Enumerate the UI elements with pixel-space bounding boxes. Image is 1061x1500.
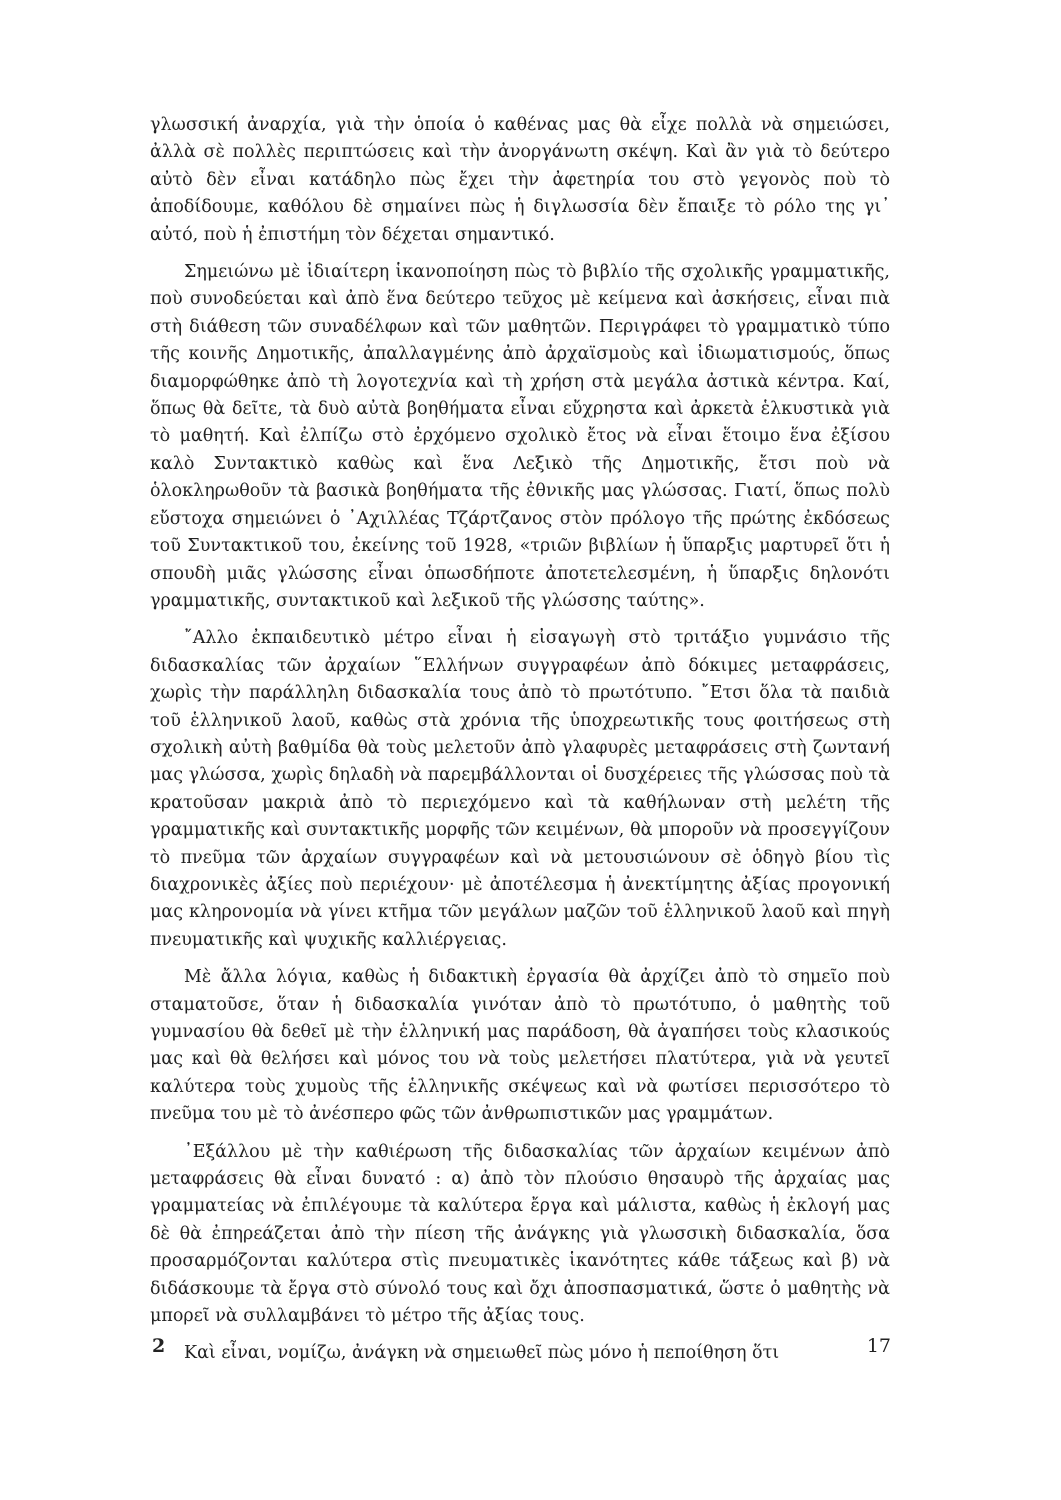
paragraph-1: γλωσσική ἀναρχία, γιὰ τὴν ὁποία ὁ καθένας μας θὰ εἶχε πολλὰ νὰ σημειώσει, ἀλλὰ σὲ πολλὲς περιπτώσεις καὶ τὴν ἀνοργάνωτη σκέψη. Καὶ ἂν γιὰ τὸ δεύτερο αὐτὸ δὲν εἶναι κατάδηλο πὼς ἔχει τὴν ἀφετηρία του στὸ γεγονὸς ποὺ τὸ ἀποδίδουμε, καθόλου δὲ σημαίνει πὼς ἡ διγλωσσία δὲν ἔπαιξε τὸ ρόλο της γι᾽ αὐτό, ποὺ ἡ ἐπιστήμη τὸν δέχεται σημαντικό. xyxy=(150,115,890,245)
paragraph-3: ῎Αλλο ἐκπαιδευτικὸ μέτρο εἶναι ἡ εἰσαγωγὴ στὸ τριτάξιο γυμνάσιο τῆς διδασκαλίας τῶν ἀρχαίων ῞Ελλήνων συγγραφέων ἀπὸ δόκιμες μεταφράσεις, χωρὶς τὴν παράλληλη διδασκαλία τους ἀπὸ τὸ πρωτότυπο. ῎Ετσι ὅλα τὰ παιδιὰ τοῦ ἑλληνικοῦ λαοῦ, καθὼς στὰ χρόνια τῆς ὑποχρεωτικῆς τους φοιτήσεως στὴ σχολικὴ αὐτὴ βαθμίδα θὰ τοὺς μελετοῦν ἀπὸ γλαφυρὲς μεταφράσεις στὴ ζωντανή μας γλώσσα, χωρὶς δηλαδὴ νὰ παρεμβάλλονται οἱ δυσχέρειες τῆς γλώσσας ποὺ τὰ κρατοῦσαν μακριὰ ἀπὸ τὸ περιεχόμενο καὶ τὰ καθήλωναν στὴ μελέτη τῆς γραμματικῆς καὶ συντακτικῆς μορφῆς τῶν κειμένων, θὰ μποροῦν νὰ προσεγγίζουν τὸ πνεῦμα τῶν ἀρχαίων συγγραφέων καὶ νὰ μετουσιώνουν σὲ ὁδηγὸ βίου τὶς διαχρονικὲς ἀξίες ποὺ περιέχουν· μὲ ἀποτέλεσμα ἡ ἀνεκτίμητης ἀξίας προγονική μας κληρονομία νὰ γίνει κτῆμα τῶν μεγάλων μαζῶν τοῦ ἑλληνικοῦ λαοῦ καὶ πηγὴ πνευματικῆς καὶ ψυχικῆς καλλιέργειας. xyxy=(150,628,890,950)
paragraph-2: Σημειώνω μὲ ἰδιαίτερη ἱκανοποίηση πὼς τὸ βιβλίο τῆς σχολικῆς γραμματικῆς, ποὺ συνοδεύεται καὶ ἀπὸ ἕνα δεύτερο τεῦχος μὲ κείμενα καὶ ἀσκήσεις, εἶναι πιὰ στὴ διάθεση τῶν συναδέλφων καὶ τῶν μαθητῶν. Περιγράφει τὸ γραμματικὸ τύπο τῆς κοινῆς Δημοτικῆς, ἀπαλλαγμένης ἀπὸ ἀρχαϊσμοὺς καὶ ἰδιωματισμούς, ὅπως διαμορφώθηκε ἀπὸ τὴ λογοτεχνία καὶ τὴ χρήση στὰ μεγάλα ἀστικὰ κέντρα. Καί, ὅπως θὰ δεῖτε, τὰ δυὸ αὐτὰ βοηθήματα εἶναι εὔχρηστα καὶ ἀρκετὰ ἑλκυστικὰ γιὰ τὸ μαθητή. Καὶ ἐλπίζω στὸ ἐρχόμενο σχολικὸ ἔτος νὰ εἶναι ἕτοιμο ἕνα ἐξίσου καλὸ Συντακτικὸ καθὼς καὶ ἕνα Λεξικὸ τῆς Δημοτικῆς, ἔτσι ποὺ νὰ ὁλοκληρωθοῦν τὰ βασικὰ βοηθήματα τῆς ἐθνικῆς μας γλώσσας. Γιατί, ὅπως πολὺ εὔστοχα σημειώνει ὁ ᾽Αχιλλέας Τζάρτζανος στὸν πρόλογο τῆς πρώτης ἐκδόσεως τοῦ Συντακτικοῦ του, ἐκείνης τοῦ 1928, «τριῶν βιβλίων ἡ ὕπαρξις μαρτυρεῖ ὅτι ἡ σπουδὴ μιᾶς γλώσσης εἶναι ὁπωσδήποτε ἀποτετελεσμένη, ἡ ὕπαρξις δηλονότι γραμματικῆς, συντακτικοῦ καὶ λεξικοῦ τῆς γλώσσης ταύτης». xyxy=(150,262,890,611)
paragraph-4: Μὲ ἄλλα λόγια, καθὼς ἡ διδακτικὴ ἐργασία θὰ ἀρχίζει ἀπὸ τὸ σημεῖο ποὺ σταματοῦσε, ὅταν ἡ διδασκαλία γινόταν ἀπὸ τὸ πρωτότυπο, ὁ μαθητὴς τοῦ γυμνασίου θὰ δεθεῖ μὲ τὴν ἑλληνική μας παράδοση, θὰ ἀγαπήσει τοὺς κλασικούς μας καὶ θὰ θελήσει καὶ μόνος του νὰ τοὺς μελετήσει πλατύτερα, γιὰ νὰ γευτεῖ καλύτερα τοὺς χυμοὺς τῆς ἑλληνικῆς σκέψεως καὶ νὰ φωτίσει περισσότερο τὸ πνεῦμα του μὲ τὸ ἀνέσπερο φῶς τῶν ἀνθρωπιστικῶν μας γραμμάτων. xyxy=(150,967,890,1125)
body-text xyxy=(150,112,890,1368)
paragraph-6: Καὶ εἶναι, νομίζω, ἀνάγκη νὰ σημειωθεῖ πὼς μόνο ἡ πεποίθηση ὅτι xyxy=(184,1343,780,1364)
signature-mark: 2 xyxy=(152,1335,166,1357)
paragraph-5: ᾽Εξάλλου μὲ τὴν καθιέρωση τῆς διδασκαλίας τῶν ἀρχαίων κειμένων ἀπὸ μεταφράσεις θὰ εἶναι δυνατό : α) ἀπὸ τὸν πλούσιο θησαυρὸ τῆς ἀρχαίας μας γραμματείας νὰ ἐπιλέγουμε τὰ καλύτερα ἔργα καὶ μάλιστα, καθὼς ἡ ἐκλογή μας δὲ θὰ ἐπηρεάζεται ἀπὸ τὴν πίεση τῆς ἀνάγκης γιὰ γλωσσικὴ διδασκαλία, ὅσα προσαρμόζονται καλύτερα στὶς πνευματικὲς ἱκανότητες κάθε τάξεως καὶ β) νὰ διδάσκουμε τὰ ἔργα στὸ σύνολό τους καὶ ὄχι ἀποσπασματικά, ὥστε ὁ μαθητὴς νὰ μπορεῖ νὰ συλλαμβάνει τὸ μέτρο τῆς ἀξίας τους. xyxy=(150,1141,890,1327)
page-number: 17 xyxy=(866,1335,891,1357)
